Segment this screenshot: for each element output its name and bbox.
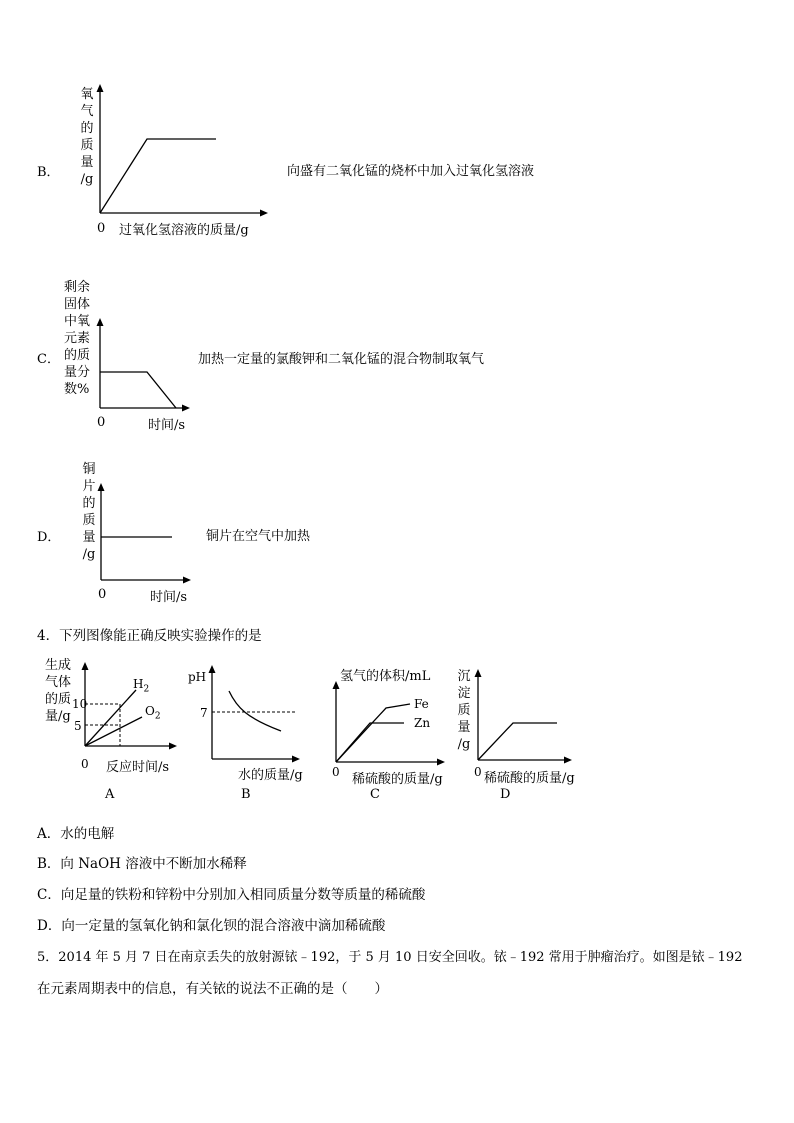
q4d-y-label: 沉 淀 质 量 /g	[457, 669, 471, 752]
q4a-tick-5: 5	[74, 719, 82, 733]
graph-c-y-label: 剩余 固体 中氧 元素 的质 量分 数%	[64, 280, 91, 397]
q4a-letter: A	[105, 787, 115, 802]
q4-option-d: D．向一定量的氢氧化钠和氯化钡的混合溶液中滴加稀硫酸	[37, 918, 386, 934]
graph-d-origin: 0	[98, 587, 107, 602]
q4d-letter: D	[500, 787, 511, 802]
graph-c-origin: 0	[97, 415, 106, 430]
q4b-letter: B	[241, 787, 251, 802]
q4a-tick-10: 10	[72, 697, 88, 711]
q4-option-a: A．水的电解	[37, 826, 115, 842]
question-5-line-2: 在元素周期表中的信息，有关铱的说法不正确的是（ ）	[37, 981, 388, 997]
graph-c-description: 加热一定量的氯酸钾和二氧化锰的混合物制取氧气	[198, 352, 485, 367]
q4-option-c: C．向足量的铁粉和锌粉中分别加入相同质量分数等质量的稀硫酸	[37, 887, 426, 903]
q4b-x-label: 水的质量/g	[238, 768, 303, 783]
graph-b-description: 向盛有二氧化锰的烧杯中加入过氧化氢溶液	[287, 164, 535, 179]
q4c-y-label: 氢气的体积/mL	[340, 669, 431, 684]
q4a-series-h2: $H_2$	[133, 677, 150, 695]
q4a-origin: 0	[81, 757, 89, 771]
q4a-series-o2: $O_2$	[145, 704, 161, 722]
q4-option-b: B．向 NaOH 溶液中不断加水稀释	[37, 856, 247, 872]
graph-b-origin: 0	[97, 221, 106, 236]
graph-c-x-label: 时间/s	[148, 418, 186, 433]
option-letter-d: D．	[37, 530, 61, 545]
graph-d-description: 铜片在空气中加热	[206, 529, 311, 544]
option-letter-b: B．	[37, 165, 60, 180]
option-letter-c: C．	[37, 352, 60, 367]
graph-b-y-label: 氧 气 的 质 量 /g	[80, 87, 94, 187]
q4c-letter: C	[370, 787, 380, 802]
q4b-tick-7: 7	[200, 706, 208, 720]
q4a-x-label: 反应时间/s	[106, 760, 170, 775]
graph-d-x-label: 时间/s	[150, 590, 188, 605]
q4d-curve	[478, 723, 557, 760]
q4c-x-label: 稀硫酸的质量/g	[352, 772, 443, 787]
question-4-stem: 4．下列图像能正确反映实验操作的是	[37, 628, 262, 644]
q4d-origin: 0	[474, 765, 482, 779]
q4c-series-fe: Fe	[414, 697, 429, 711]
graph-d-y-label: 铜 片 的 质 量 /g	[82, 462, 96, 562]
q4d-x-label: 稀硫酸的质量/g	[484, 771, 575, 786]
question-5-line-1: 5．2014 年 5 月 7 日在南京丢失的放射源铱﹣192，于 5 月 10 日安全回收。铱﹣192 常用于肿瘤治疗。如图是铱﹣192	[37, 950, 743, 965]
q4c-series-zn: Zn	[414, 716, 431, 730]
q4a-y-label: 生成 气体 的质 量/g	[45, 658, 72, 724]
q4b-y-label: pH	[188, 670, 207, 684]
q4c-origin: 0	[332, 765, 340, 779]
graph-b-x-label: 过氧化氢溶液的质量/g	[119, 223, 249, 238]
